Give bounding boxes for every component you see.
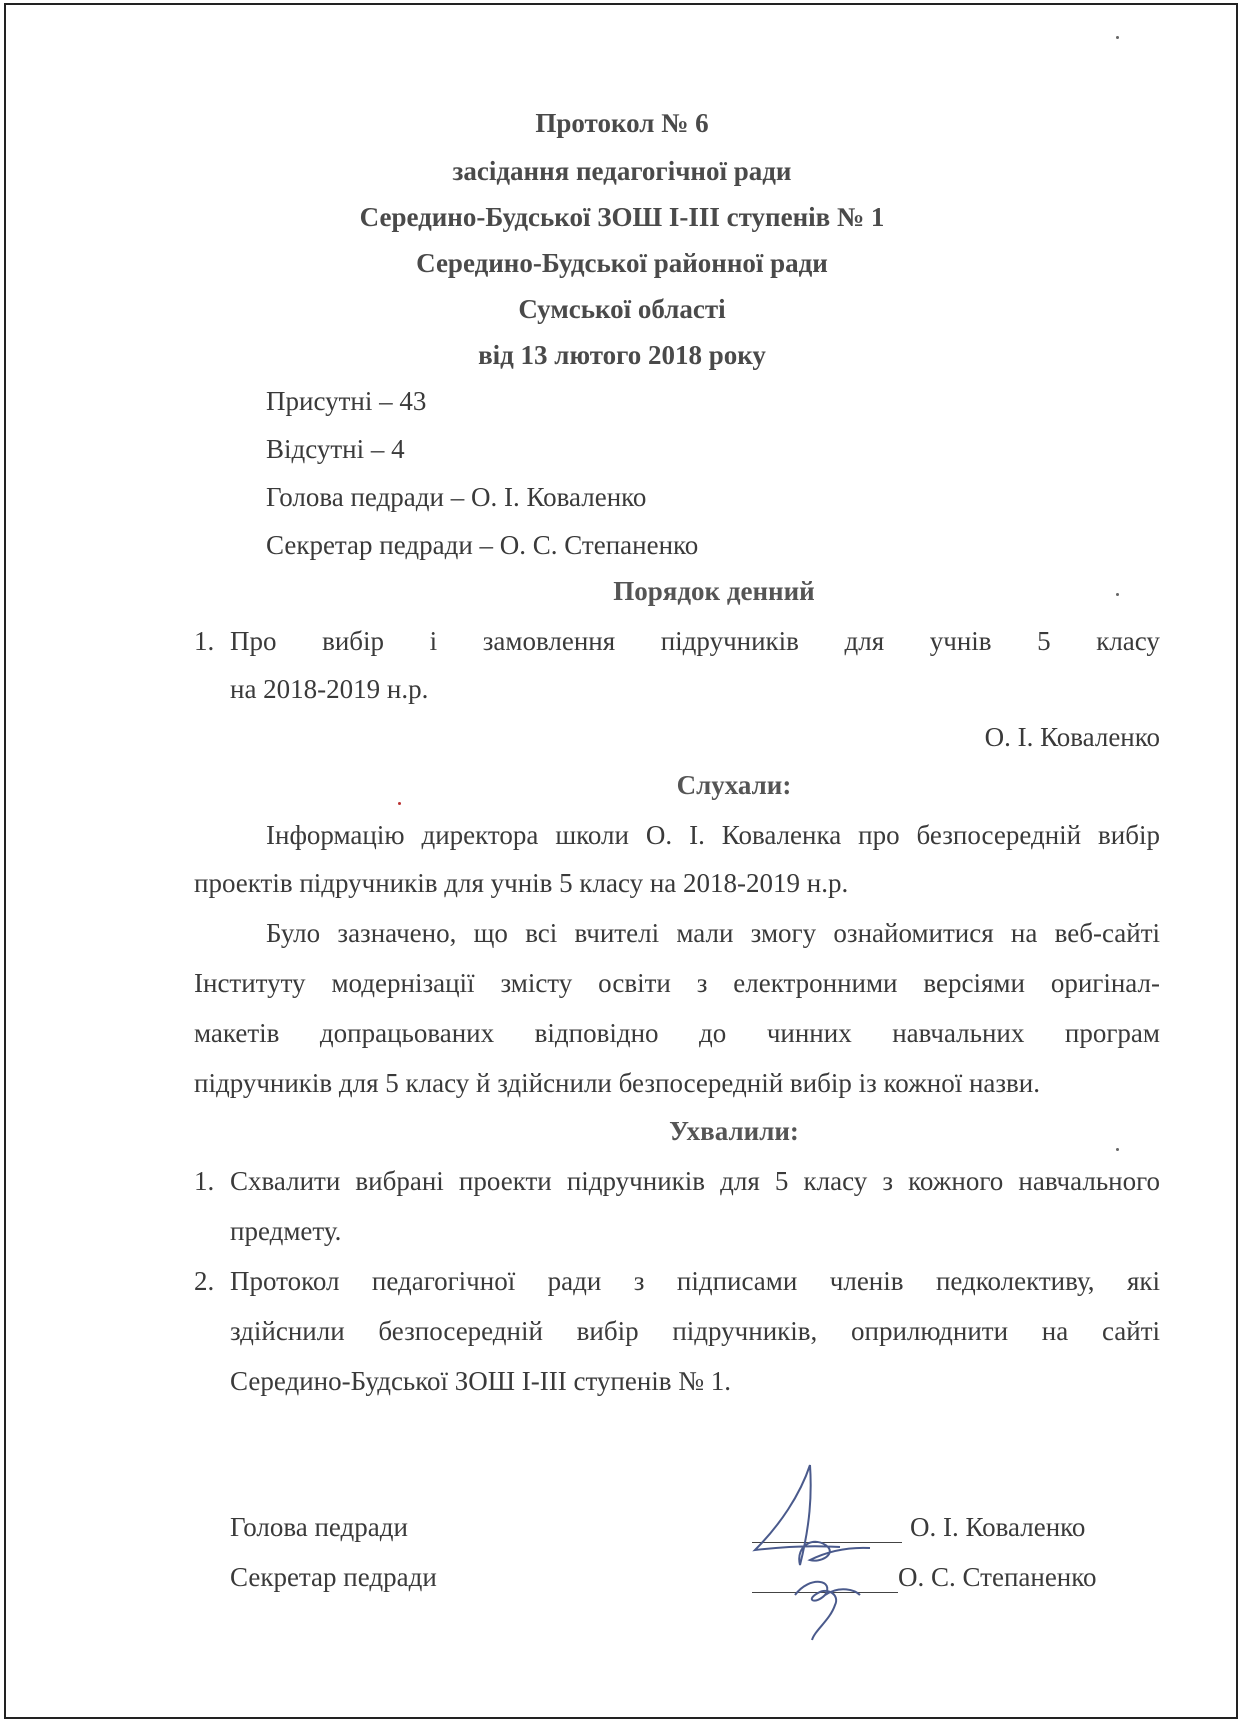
agenda-word: підручників bbox=[660, 626, 799, 656]
agenda-word: для bbox=[844, 626, 885, 656]
heard-paragraph2-line1: Було зазначено, що всі вчителі мали змогу ознайомитися на веб-сайті bbox=[266, 918, 1160, 948]
agenda-word: вибір bbox=[322, 626, 385, 656]
resolved-item1-line1: Схвалити вибрані проекти підручників для 5 класу з кожного навчального bbox=[230, 1166, 1160, 1196]
council-secretary: Секретар педради – О. С. Степаненко bbox=[266, 530, 699, 560]
heard-paragraph1-line1: Інформацію директора школи О. І. Коваленка про безпосередній вибір bbox=[266, 820, 1160, 850]
resolved-item2-line2: здійснили безпосередній вибір підручників, оприлюднити на сайті bbox=[230, 1316, 1160, 1346]
chair-role-label: Голова педради bbox=[230, 1512, 408, 1542]
agenda-item-line1 bbox=[230, 626, 1160, 657]
header-date: від 13 лютого 2018 року bbox=[478, 340, 766, 370]
resolved-item2-number: 2. bbox=[194, 1266, 215, 1296]
header-line-council: засідання педагогічної ради bbox=[452, 156, 792, 186]
agenda-speaker: О. І. Коваленко bbox=[984, 722, 1160, 752]
scan-speck bbox=[1116, 1148, 1119, 1151]
agenda-word: Про bbox=[230, 626, 277, 656]
handwritten-signatures bbox=[740, 1455, 910, 1645]
resolved-item1-number: 1. bbox=[194, 1166, 215, 1196]
council-chair: Голова педради – О. І. Коваленко bbox=[266, 482, 647, 512]
agenda-word: замовлення bbox=[482, 626, 616, 656]
present-count: Присутні – 43 bbox=[266, 386, 427, 416]
scan-speck bbox=[1116, 36, 1119, 39]
secretary-role-label: Секретар педради bbox=[230, 1562, 437, 1592]
document-title: Протокол № 6 bbox=[535, 108, 709, 138]
resolved-heading: Ухвалили: bbox=[669, 1116, 799, 1146]
agenda-word: 5 bbox=[1037, 626, 1051, 656]
resolved-item1-line2: предмету. bbox=[230, 1216, 342, 1246]
agenda-heading: Порядок денний bbox=[613, 576, 815, 606]
heard-paragraph2-line3: макетів допрацьованих відповідно до чинних навчальних програм bbox=[194, 1018, 1160, 1048]
scan-speck bbox=[398, 802, 401, 805]
header-line-region: Сумської області bbox=[518, 294, 726, 324]
absent-count: Відсутні – 4 bbox=[266, 434, 405, 464]
agenda-item-number: 1. bbox=[194, 626, 215, 656]
heard-paragraph1-line2: проектів підручників для учнів 5 класу на 2018-2019 н.р. bbox=[194, 868, 849, 898]
heard-heading: Слухали: bbox=[676, 770, 792, 800]
heard-paragraph2-line2: Інституту модернізації змісту освіти з електронними версіями оригінал- bbox=[194, 968, 1160, 998]
secretary-name: О. С. Степаненко bbox=[898, 1562, 1097, 1592]
chair-name: О. І. Коваленко bbox=[910, 1512, 1086, 1542]
agenda-item-line2: на 2018-2019 н.р. bbox=[230, 674, 429, 704]
header-line-school: Середино-Будської ЗОШ І-ІІІ ступенів № 1 bbox=[359, 202, 885, 232]
resolved-item2-line1: Протокол педагогічної ради з підписами членів педколективу, які bbox=[230, 1266, 1160, 1296]
agenda-word: учнів bbox=[929, 626, 992, 656]
scan-speck bbox=[1116, 593, 1119, 596]
heard-paragraph2-line4: підручників для 5 класу й здійснили безпосередній вибір із кожної назви. bbox=[194, 1068, 1041, 1098]
agenda-word: і bbox=[429, 626, 438, 656]
resolved-item2-line3: Середино-Будської ЗОШ І-ІІІ ступенів № 1. bbox=[230, 1366, 732, 1396]
agenda-word: класу bbox=[1096, 626, 1160, 656]
header-line-district: Середино-Будської районної ради bbox=[416, 248, 828, 278]
